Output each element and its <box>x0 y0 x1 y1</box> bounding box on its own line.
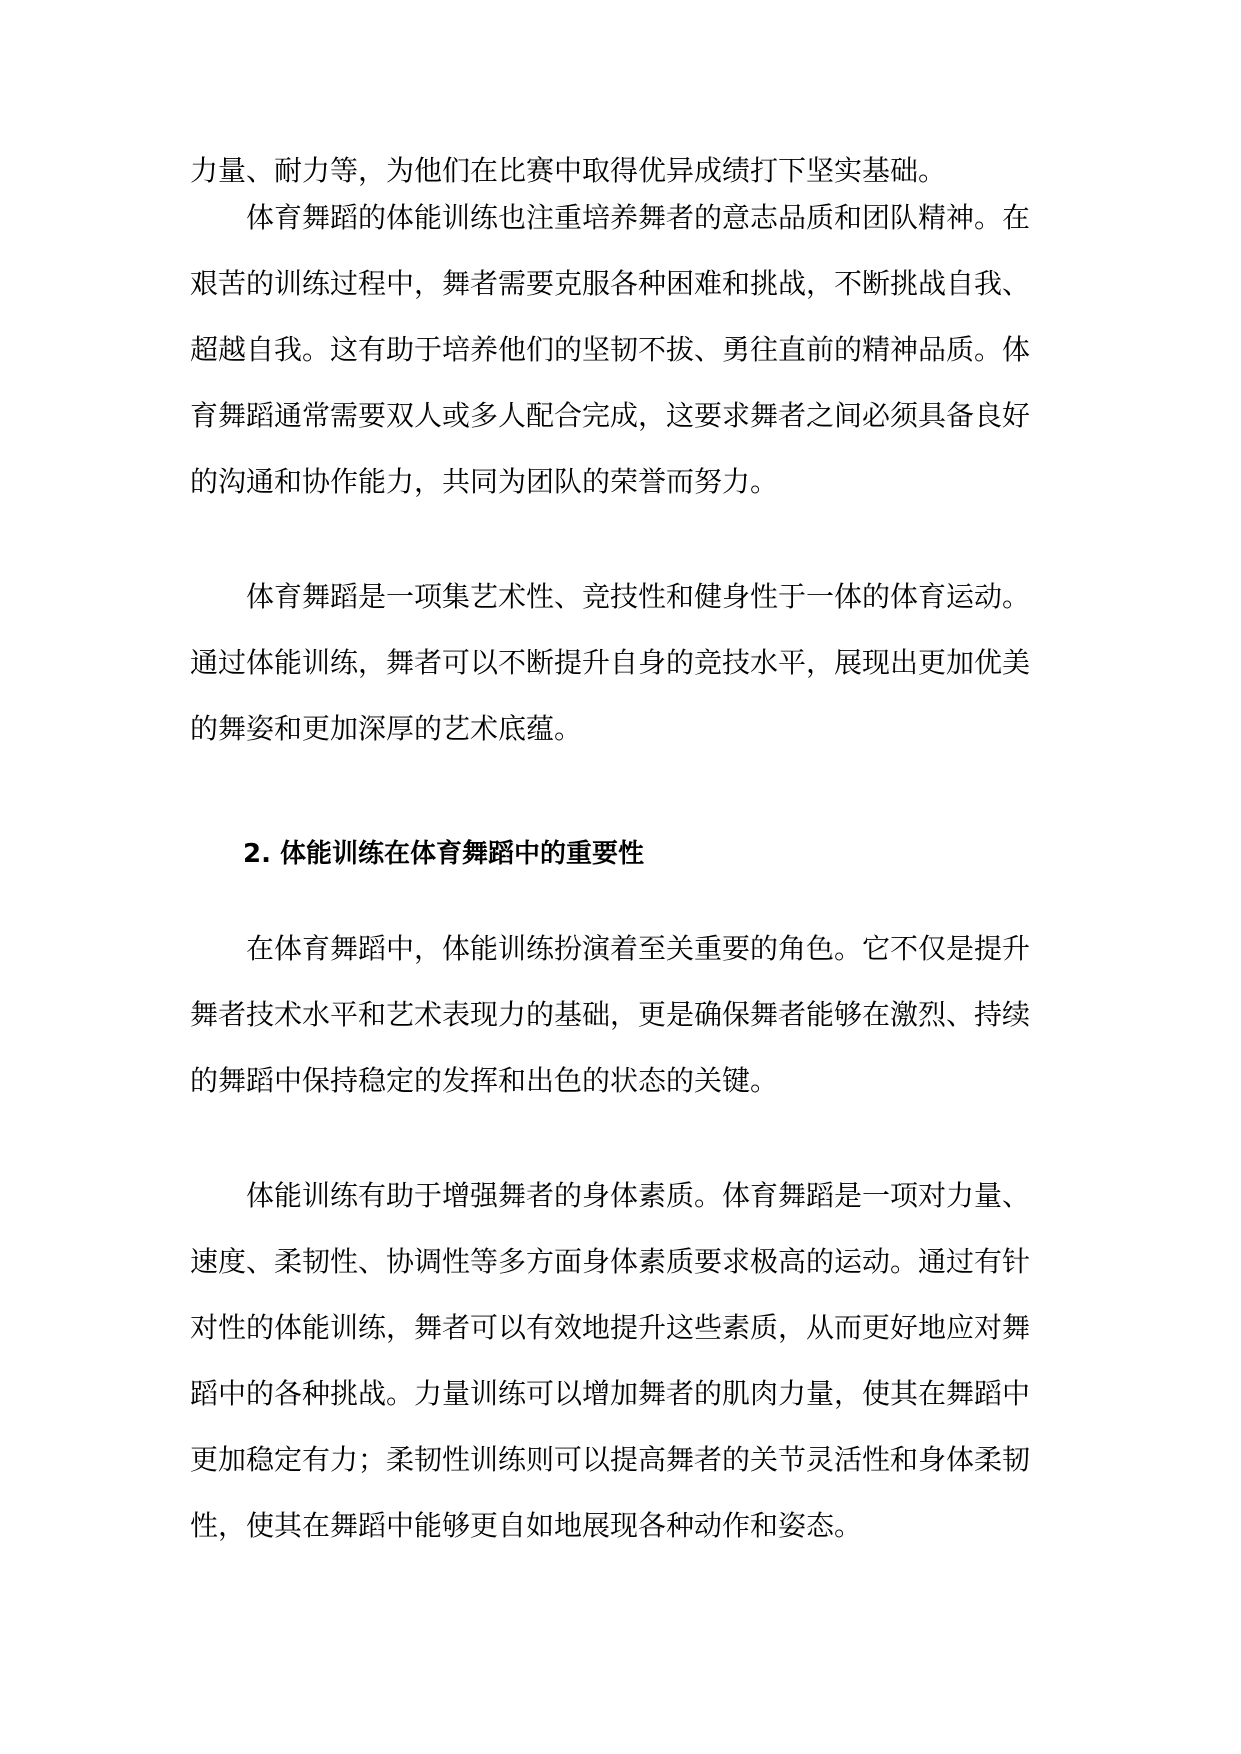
body-text-line: 舞者技术水平和艺术表现力的基础，更是确保舞者能够在激烈、持续 <box>190 998 1031 1031</box>
body-text-line: 速度、柔韧性、协调性等多方面身体素质要求极高的运动。通过有针 <box>190 1245 1031 1278</box>
body-text-line: 力量、耐力等，为他们在比赛中取得优异成绩打下坚实基础。 <box>190 154 947 187</box>
paragraph-first-line: 体育舞蹈的体能训练也注重培养舞者的意志品质和团队精神。在 <box>246 201 1031 234</box>
paragraph-first-line: 体育舞蹈是一项集艺术性、竞技性和健身性于一体的体育运动。 <box>246 580 1031 613</box>
body-text-line: 性，使其在舞蹈中能够更自如地展现各种动作和姿态。 <box>190 1509 863 1542</box>
body-text-line: 艰苦的训练过程中，舞者需要克服各种困难和挑战，不断挑战自我、 <box>190 267 1031 300</box>
body-text-line: 的舞姿和更加深厚的艺术底蕴。 <box>190 712 583 745</box>
section-heading: 2. 体能训练在体育舞蹈中的重要性 <box>243 839 645 869</box>
body-text-line: 更加稳定有力；柔韧性训练则可以提高舞者的关节灵活性和身体柔韧 <box>190 1443 1031 1476</box>
body-text-line: 超越自我。这有助于培养他们的坚韧不拔、勇往直前的精神品质。体 <box>190 333 1031 366</box>
paragraph-first-line: 在体育舞蹈中，体能训练扮演着至关重要的角色。它不仅是提升 <box>246 932 1031 965</box>
body-text-line: 的沟通和协作能力，共同为团队的荣誉而努力。 <box>190 465 779 498</box>
body-text-line: 通过体能训练，舞者可以不断提升自身的竞技水平，展现出更加优美 <box>190 646 1031 679</box>
paragraph-first-line: 体能训练有助于增强舞者的身体素质。体育舞蹈是一项对力量、 <box>246 1179 1031 1212</box>
body-text-line: 蹈中的各种挑战。力量训练可以增加舞者的肌肉力量，使其在舞蹈中 <box>190 1377 1031 1410</box>
body-text-line: 对性的体能训练，舞者可以有效地提升这些素质，从而更好地应对舞 <box>190 1311 1031 1344</box>
body-text-line: 育舞蹈通常需要双人或多人配合完成，这要求舞者之间必须具备良好 <box>190 399 1031 432</box>
body-text-line: 的舞蹈中保持稳定的发挥和出色的状态的关键。 <box>190 1064 779 1097</box>
